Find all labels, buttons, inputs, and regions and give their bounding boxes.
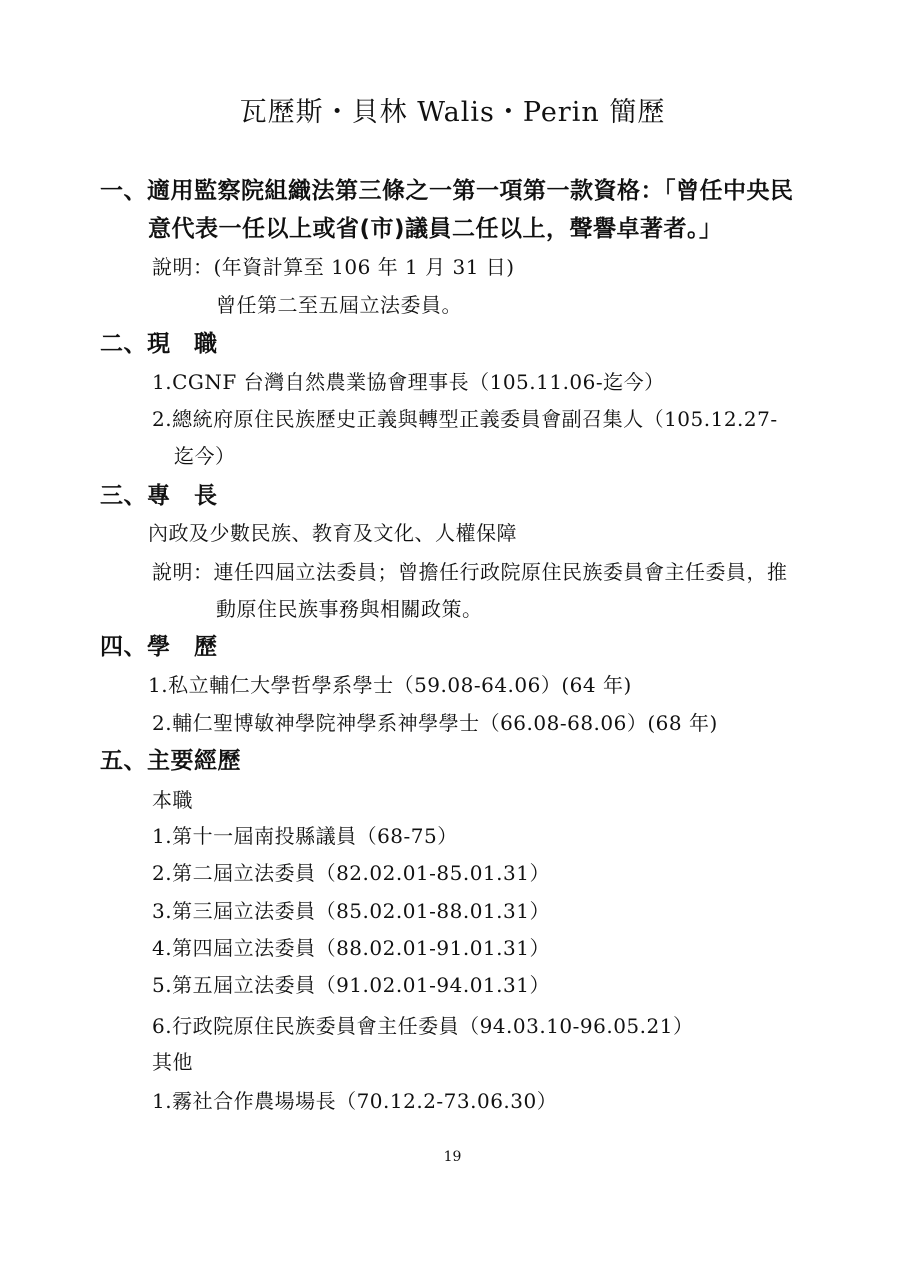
subheading: 其他: [152, 1050, 193, 1074]
subheading: 本職: [152, 788, 193, 812]
list-item: 1.第十一屆南投縣議員（68-75）: [152, 824, 458, 848]
list-item: 5.第五屆立法委員（91.02.01-94.01.31）: [152, 973, 550, 997]
list-item: 2.第二屆立法委員（82.02.01-85.01.31）: [152, 861, 550, 885]
section-2-heading: 二、現 職: [100, 331, 218, 357]
section-1-note-continued: 曾任第二至五屆立法委員。: [216, 293, 462, 317]
section-4-heading: 四、學 歷: [100, 634, 218, 660]
section-5-heading: 五、主要經歷: [100, 748, 241, 774]
list-item-continued: 迄今）: [174, 444, 236, 468]
section-3-note-continued: 動原住民族事務與相關政策。: [216, 597, 483, 621]
list-item: 3.第三屆立法委員（85.02.01-88.01.31）: [152, 899, 550, 923]
list-item: 1.霧社合作農場場長（70.12.2-73.06.30）: [152, 1089, 558, 1113]
list-item: 2.輔仁聖博敏神學院神學系神學學士（66.08-68.06）(68 年): [152, 711, 718, 735]
list-item: 6.行政院原住民族委員會主任委員（94.03.10-96.05.21）: [152, 1014, 694, 1038]
list-item: 1.CGNF 台灣自然農業協會理事長（105.11.06-迄今）: [152, 370, 665, 394]
list-item: 2.總統府原住民族歷史正義與轉型正義委員會副召集人（105.12.27-: [152, 407, 778, 431]
section-3-text: 內政及少數民族、教育及文化、人權保障: [148, 521, 517, 545]
section-1-heading-line-2: 意代表一任以上或省(市)議員二任以上，聲譽卓著者。」: [148, 216, 723, 242]
section-1-note: 說明：(年資計算至 106 年 1 月 31 日): [152, 255, 515, 279]
page-number: 19: [443, 1149, 462, 1165]
page-title: 瓦歷斯・貝林 Walis・Perin 簡歷: [239, 97, 666, 128]
list-item: 1.私立輔仁大學哲學系學士（59.08-64.06）(64 年): [148, 673, 632, 697]
section-3-note: 說明：連任四屆立法委員；曾擔任行政院原住民族委員會主任委員，推: [152, 560, 788, 584]
section-3-heading: 三、專 長: [100, 483, 218, 509]
list-item: 4.第四屆立法委員（88.02.01-91.01.31）: [152, 936, 550, 960]
section-1-heading-line-1: 一、適用監察院組織法第三條之一第一項第一款資格：「曾任中央民: [100, 178, 794, 204]
